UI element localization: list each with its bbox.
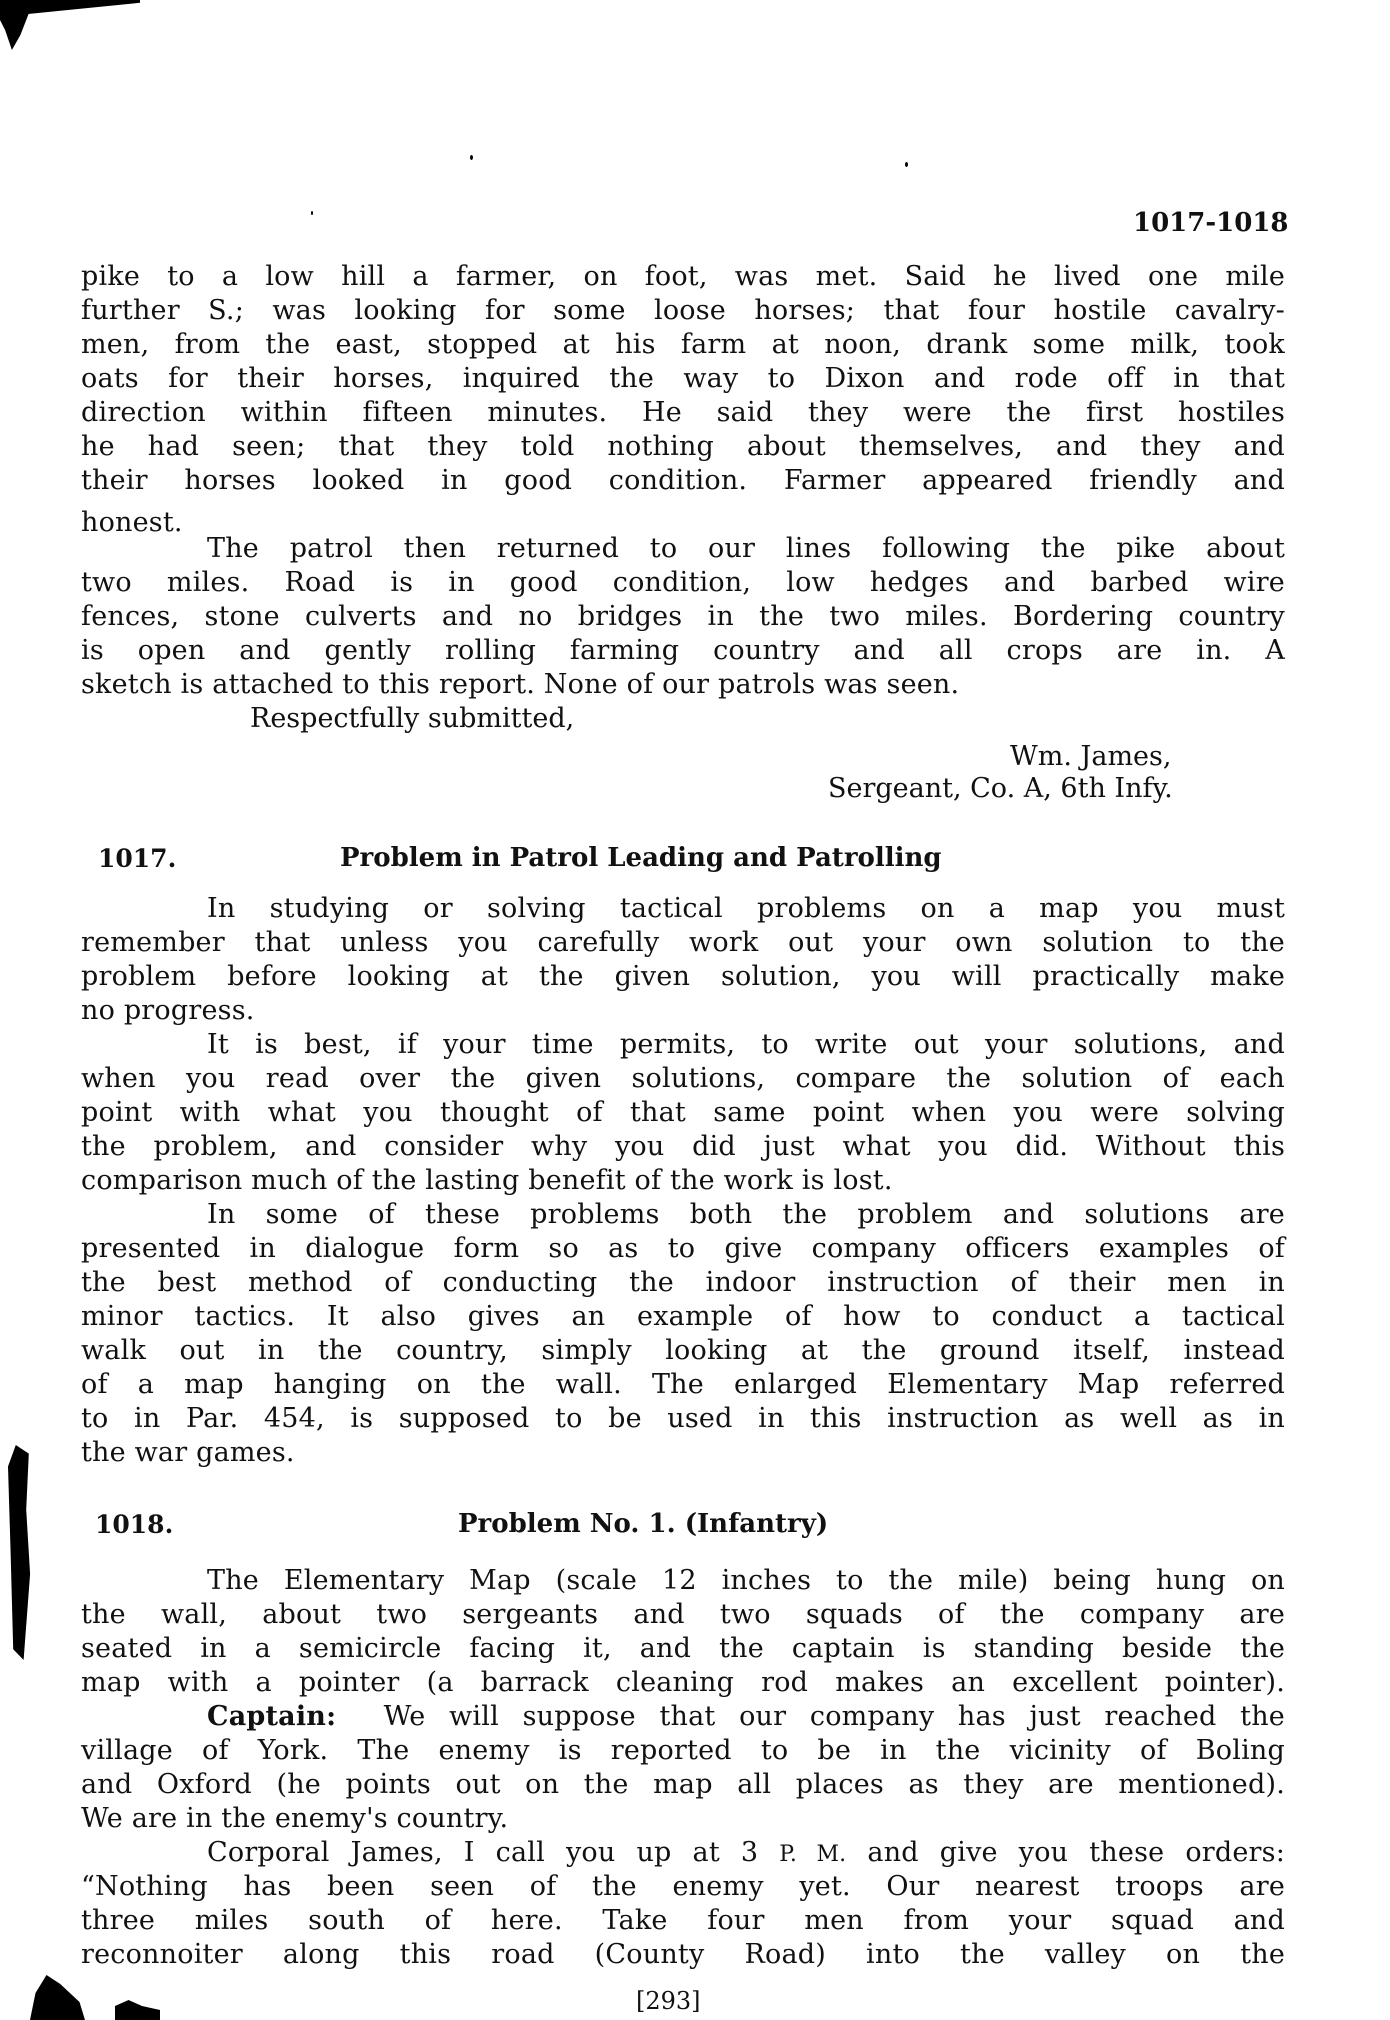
body-line: sketch is attached to this report. None of our patrols was seen.: [81, 669, 960, 700]
body-line: point with what you thought of that same point when you were solving: [81, 1097, 1285, 1128]
body-line: We are in the enemy's country.: [81, 1803, 509, 1834]
body-line: comparison much of the lasting benefit of the work is lost.: [81, 1165, 893, 1196]
body-line: minor tactics. It also gives an example of how to conduct a tactical: [81, 1301, 1285, 1332]
signature-title: Sergeant, Co. A, 6th Infy.: [828, 773, 1173, 804]
scan-smudge-left-edge: [8, 1445, 34, 1660]
section-number: 1017.: [98, 844, 177, 873]
scan-speck: [470, 155, 473, 160]
body-line: remember that unless you carefully work out your own solution to the: [81, 927, 1285, 958]
orders-intro: Corporal James, I call you up at 3: [207, 1837, 780, 1868]
report-closing: Respectfully submitted,: [250, 703, 575, 734]
signature-name: Wm. James,: [1010, 741, 1172, 772]
body-line: “Nothing has been seen of the enemy yet. Our nearest troops are: [81, 1871, 1285, 1902]
body-line: presented in dialogue form so as to give company officers examples of: [81, 1233, 1285, 1264]
body-line: It is best, if your time permits, to write out your solutions, and: [207, 1029, 1285, 1060]
body-line: pike to a low hill a farmer, on foot, was met. Said he lived one mile: [81, 261, 1285, 292]
speaker-label: Captain:: [207, 1701, 337, 1732]
body-line: the wall, about two sergeants and two squads of the company are: [81, 1599, 1285, 1630]
body-line: walk out in the country, simply looking at the ground itself, instead: [81, 1335, 1285, 1366]
body-line: direction within fifteen minutes. He said they were the first hostiles: [81, 397, 1285, 428]
section-title: Problem No. 1. (Infantry): [458, 1509, 829, 1539]
body-line: further S.; was looking for some loose horses; that four hostile cavalry-: [81, 295, 1285, 326]
body-line: three miles south of here. Take four men from your squad and: [81, 1905, 1285, 1936]
body-line: In studying or solving tactical problems on a map you must: [207, 893, 1285, 924]
orders-intro-end: and give you these orders:: [846, 1837, 1286, 1868]
section-number: 1018.: [95, 1510, 174, 1539]
scan-smudge-top-left-drip: [0, 0, 34, 50]
scan-smudge-bottom-left-2: [115, 2000, 160, 2020]
body-line: The Elementary Map (scale 12 inches to the mile) being hung on: [207, 1565, 1285, 1596]
body-line: of a map hanging on the wall. The enlarged Elementary Map referred: [81, 1369, 1285, 1400]
dialogue-text: We will suppose that our company has just reached the: [383, 1701, 1285, 1732]
body-line: oats for their horses, inquired the way to Dixon and rode off in that: [81, 363, 1285, 394]
body-line: when you read over the given solutions, compare the solution of each: [81, 1063, 1285, 1094]
body-line: reconnoiter along this road (County Road) into the valley on the: [81, 1939, 1285, 1970]
body-line: men, from the east, stopped at his farm at noon, drank some milk, took: [81, 329, 1285, 360]
scan-speck: [905, 162, 908, 167]
section-title: Problem in Patrol Leading and Patrolling: [340, 843, 942, 873]
body-line: the war games.: [81, 1437, 295, 1468]
orders-time: P. M.: [779, 1842, 847, 1867]
body-line: fences, stone culverts and no bridges in the two miles. Bordering country: [81, 601, 1285, 632]
body-line: honest.: [81, 507, 183, 538]
body-line: village of York. The enemy is reported to be in the vicinity of Boling: [81, 1735, 1285, 1766]
running-head: 1017-1018: [1133, 208, 1289, 238]
dialogue-line: [207, 1836, 1285, 1870]
scan-smudge-bottom-left: [30, 1975, 85, 2020]
body-line: their horses looked in good condition. Farmer appeared friendly and: [81, 465, 1285, 496]
body-line: no progress.: [81, 995, 255, 1026]
body-line: to in Par. 454, is supposed to be used in this instruction as well as in: [81, 1403, 1285, 1434]
body-line: seated in a semicircle facing it, and the captain is standing beside the: [81, 1633, 1285, 1664]
body-line: problem before looking at the given solution, you will practically make: [81, 961, 1285, 992]
body-line: The patrol then returned to our lines following the pike about: [207, 533, 1285, 564]
dialogue-line: [207, 1700, 1285, 1734]
page-number: [293]: [636, 1987, 701, 2015]
body-line: he had seen; that they told nothing about themselves, and they and: [81, 431, 1285, 462]
body-line: In some of these problems both the problem and solutions are: [207, 1199, 1285, 1230]
body-line: two miles. Road is in good condition, low hedges and barbed wire: [81, 567, 1285, 598]
body-line: the best method of conducting the indoor instruction of their men in: [81, 1267, 1285, 1298]
body-line: is open and gently rolling farming country and all crops are in. A: [81, 635, 1285, 666]
scan-speck: [311, 211, 313, 215]
body-line: map with a pointer (a barrack cleaning rod makes an excellent pointer).: [81, 1667, 1285, 1698]
body-line: and Oxford (he points out on the map all places as they are mentioned).: [81, 1769, 1285, 1800]
body-line: the problem, and consider why you did just what you did. Without this: [81, 1131, 1285, 1162]
